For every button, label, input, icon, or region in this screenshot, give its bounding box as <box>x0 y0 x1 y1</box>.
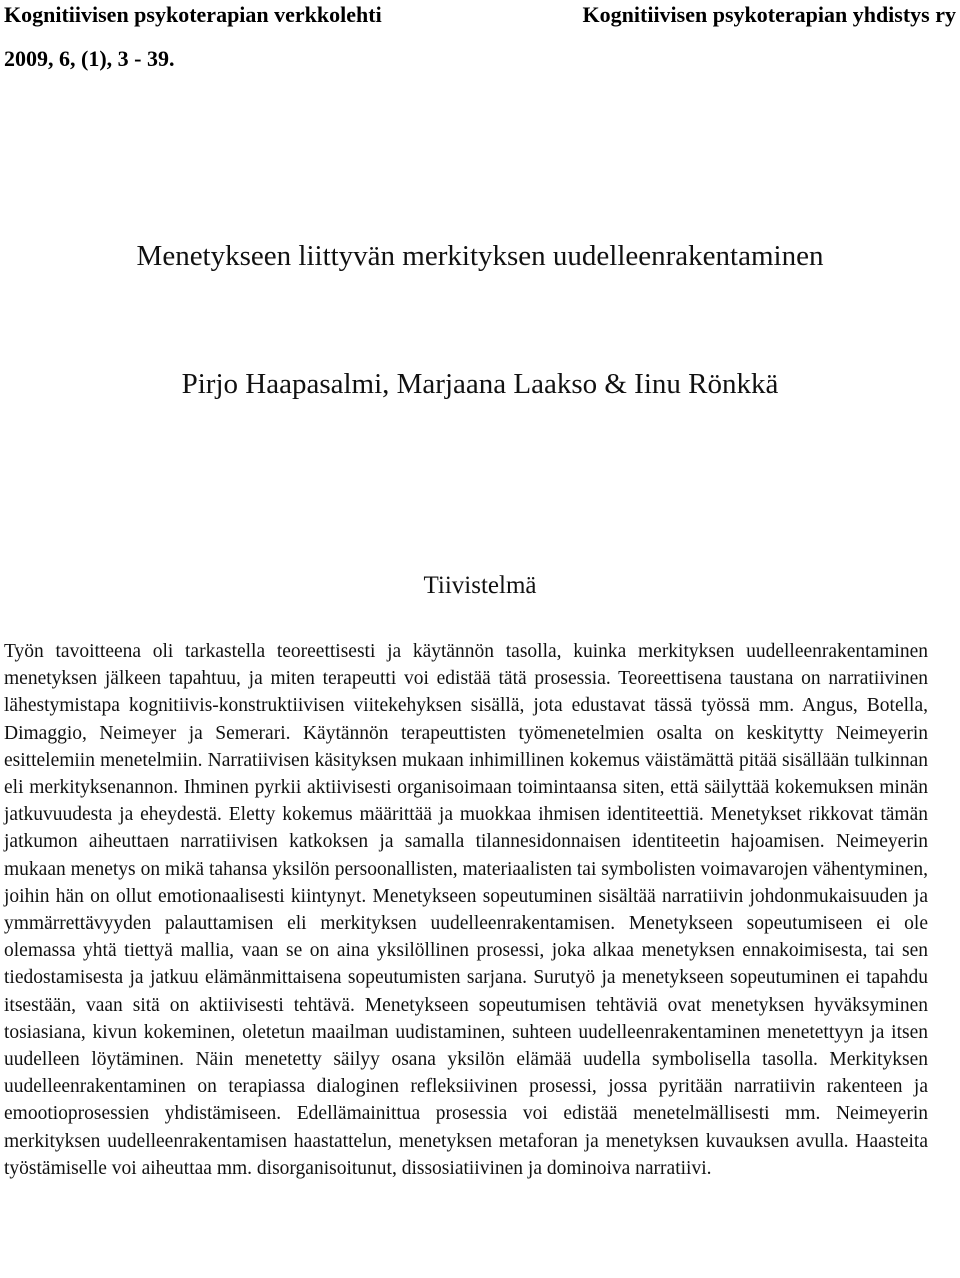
journal-name: Kognitiivisen psykoterapian verkkolehti <box>4 2 382 27</box>
citation-line: 2009, 6, (1), 3 - 39. <box>4 46 175 71</box>
article-authors: Pirjo Haapasalmi, Marjaana Laakso & Iinu Rönkkä <box>181 368 779 400</box>
publisher-name: Kognitiivisen psykoterapian yhdistys ry <box>582 2 956 27</box>
article-title: Menetykseen liittyvän merkityksen uudelleenrakentaminen <box>136 240 824 272</box>
abstract-body: Työn tavoitteena oli tarkastella teoreettisesti ja käytännön tasolla, kuinka merkityksen uudelleenrakentaminen menetyksen jälkeen tapahtuu, ja miten terapeutti voi edistää tätä prosessia. Teoreettisena taustana on narratiivinen lähestymistapa kognitiivis-konstruktiivisen viitekehyksen sisällä, jota edustavat tässä työssä mm. Angus, Botella, Dimaggio, Neimeyer ja Semerari. Käytännön terapeuttisten työmenetelmien osalta on keskitytty Neimeyerin esittelemiin menetelmiin. Narratiivisen käsityksen mukaan inhimillinen kokemus väistämättä pitää sisällään tulkinnan eli merkityksenannon. Ihminen pyrkii aktiivisesti organisoimaan toimintaansa siten, että säilyttää kokemuksen minän jatkuvuudesta ja eheydestä. Eletty kokemus määrittää ja muokkaa ihmisen identiteettiä. Menetykset rikkovat tämän jatkumon aiheuttaen narratiivisen katkoksen ja samalla tilannesidonnaisen identiteetin hajoamisen. Neimeyerin mukaan menetys on mikä tahansa yksilön persoonallisten, materiaalisten tai symbolisten voimavarojen vähentyminen, joihin hän on ollut emotionaalisesti kiintynyt. Menetykseen sopeutuminen sisältää narratiivin johdonmukaisuuden ja ymmärrettävyyden palauttamisen eli merkityksen uudelleenrakentamisen. Menetykseen sopeutumiseen ei ole olemassa yhtä tiettyä mallia, vaan se on aina yksilöllinen prosessi, joka alkaa menetyksen ennakoimisesta, tai sen tiedostamisesta ja jatkuu elämänmittaisena sopeutumisten sarjana. Surutyö ja menetykseen sopeutuminen ei tapahdu itsestään, vaan sitä on aktiivisesti tehtävä. Menetykseen sopeutumisen tehtäviä ovat menetyksen hyväksyminen tosiasiana, kivun kokeminen, oletetun maailman uudistaminen, suhteen uudelleenrakentaminen menetettyyn ja itsen uudelleen löytäminen. Näin menetetty säilyy osana yksilön elämää uudella symbolisella tasolla. Merkityksen uudelleenrakentaminen on terapiassa dialoginen refleksiivinen prosessi, jossa pyritään narratiivin rakenteen ja emootioprosessien yhdistämiseen. Edellämainittua prosessia voi edistää menetelmällisesti mm. Neimeyerin merkityksen uudelleenrakentamisen haastattelun, menetyksen metaforan ja menetyksen kuvauksen avulla. Haasteita työstämiselle voi aiheuttaa mm. disorganisoitunut, dissosiatiivinen ja dominoiva narratiivi. <box>4 641 928 1179</box>
running-header <box>4 2 956 28</box>
abstract-heading: Tiivistelmä <box>423 572 537 599</box>
